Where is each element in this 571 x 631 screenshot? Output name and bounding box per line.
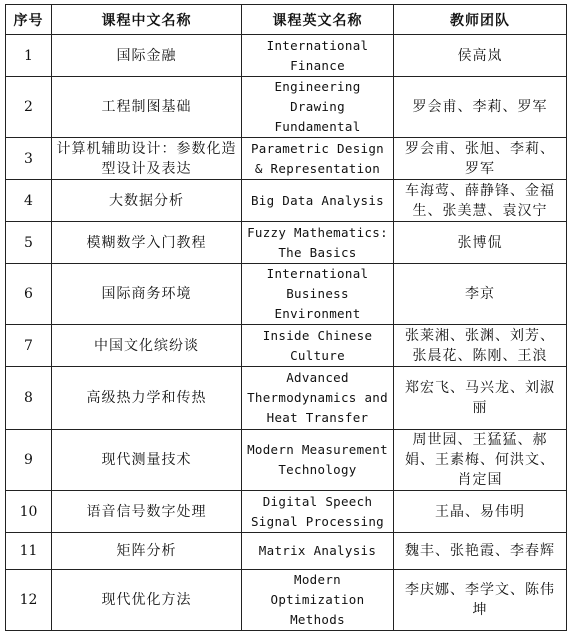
- cell-no: 7: [6, 325, 52, 367]
- cell-course-cn: 模糊数学入门教程: [52, 222, 242, 264]
- cell-course-en: Matrix Analysis: [242, 533, 394, 570]
- cell-course-en: International Finance: [242, 35, 394, 77]
- course-table: [5, 4, 567, 631]
- table-row: [6, 222, 567, 264]
- table-row: [6, 367, 567, 430]
- cell-course-cn: 中国文化缤纷谈: [52, 325, 242, 367]
- cell-course-en: International Business Environment: [242, 264, 394, 325]
- cell-course-cn: 大数据分析: [52, 180, 242, 222]
- cell-course-cn: 国际商务环境: [52, 264, 242, 325]
- cell-team: 李京: [394, 264, 567, 325]
- cell-no: 9: [6, 430, 52, 491]
- cell-course-cn: 工程制图基础: [52, 77, 242, 138]
- cell-course-cn: 高级热力学和传热: [52, 367, 242, 430]
- cell-team: 车海莺、薛静锋、金福生、张美慧、袁汉宁: [394, 180, 567, 222]
- cell-team: 郑宏飞、马兴龙、刘淑丽: [394, 367, 567, 430]
- table-row: [6, 533, 567, 570]
- cell-course-cn: 语音信号数字处理: [52, 491, 242, 533]
- cell-no: 4: [6, 180, 52, 222]
- table-row: [6, 570, 567, 631]
- cell-team: 侯高岚: [394, 35, 567, 77]
- cell-course-cn: 计算机辅助设计：参数化造型设计及表达: [52, 138, 242, 180]
- table-row: [6, 325, 567, 367]
- header-course-cn: 课程中文名称: [52, 5, 242, 35]
- table-row: [6, 77, 567, 138]
- header-team: 教师团队: [394, 5, 567, 35]
- cell-course-en: Fuzzy Mathematics: The Basics: [242, 222, 394, 264]
- cell-team: 张莱湘、张渊、刘芳、张晨花、陈刚、王浪: [394, 325, 567, 367]
- cell-no: 10: [6, 491, 52, 533]
- cell-course-en: Modern Measurement Technology: [242, 430, 394, 491]
- header-no: 序号: [6, 5, 52, 35]
- cell-no: 1: [6, 35, 52, 77]
- cell-course-en: Big Data Analysis: [242, 180, 394, 222]
- header-row: [6, 5, 567, 35]
- cell-no: 12: [6, 570, 52, 631]
- cell-course-cn: 现代优化方法: [52, 570, 242, 631]
- cell-course-en: Digital Speech Signal Processing: [242, 491, 394, 533]
- table-row: [6, 138, 567, 180]
- cell-no: 3: [6, 138, 52, 180]
- cell-team: 罗会甫、李莉、罗军: [394, 77, 567, 138]
- cell-course-en: Advanced Thermodynamics and Heat Transfer: [242, 367, 394, 430]
- cell-team: 罗会甫、张旭、李莉、罗军: [394, 138, 567, 180]
- cell-no: 8: [6, 367, 52, 430]
- table-row: [6, 180, 567, 222]
- cell-no: 11: [6, 533, 52, 570]
- cell-course-cn: 现代测量技术: [52, 430, 242, 491]
- table-row: [6, 264, 567, 325]
- cell-team: 周世园、王猛猛、郝娟、王素梅、何洪文、肖定国: [394, 430, 567, 491]
- cell-no: 6: [6, 264, 52, 325]
- cell-course-en: Parametric Design & Representation: [242, 138, 394, 180]
- cell-team: 魏丰、张艳霞、李春辉: [394, 533, 567, 570]
- cell-course-en: Inside Chinese Culture: [242, 325, 394, 367]
- cell-no: 5: [6, 222, 52, 264]
- cell-team: 李庆娜、李学文、陈伟坤: [394, 570, 567, 631]
- cell-team: 张博侃: [394, 222, 567, 264]
- cell-no: 2: [6, 77, 52, 138]
- header-course-en: 课程英文名称: [242, 5, 394, 35]
- table-row: [6, 430, 567, 491]
- table-row: [6, 35, 567, 77]
- cell-course-en: Engineering Drawing Fundamental: [242, 77, 394, 138]
- cell-team: 王晶、易伟明: [394, 491, 567, 533]
- cell-course-cn: 矩阵分析: [52, 533, 242, 570]
- table-row: [6, 491, 567, 533]
- cell-course-en: Modern Optimization Methods: [242, 570, 394, 631]
- cell-course-cn: 国际金融: [52, 35, 242, 77]
